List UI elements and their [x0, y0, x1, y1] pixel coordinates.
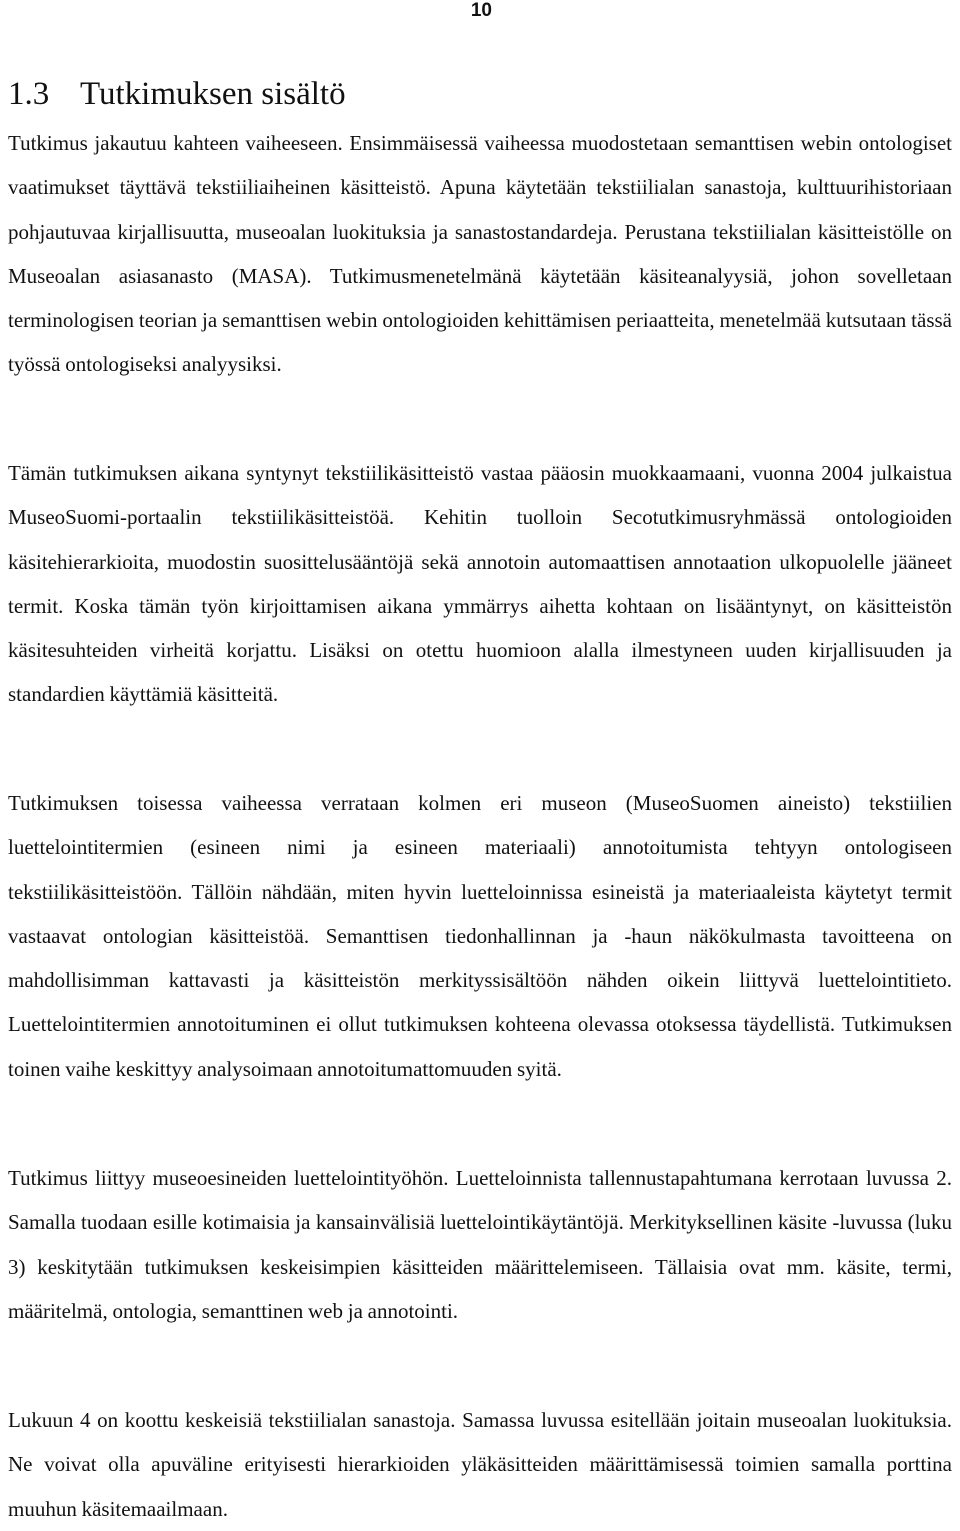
paragraph-textile-concepts: Tämän tutkimuksen aikana syntynyt tekstiilikäsitteistö vastaa pääosin muokkaamaani, vuonna 2004 julkaistua MuseoSuomi-portaalin tekstiilikäsitteistöä. Kehitin tuolloin Secotutkimusryhmässä ontologioiden käsitehierarkioita, muodostin suosittelusääntöjä sekä annotoin automaattisen annotaation ulkopuolelle jääneet termit. Koska tämän työn kirjoittamisen aikana ymmärrys aihetta kohtaan on lisääntynyt, on käsitteistön käsitesuhteiden virheitä korjattu. Lisäksi on otettu huomioon alalla ilmestyneen uuden kirjallisuuden ja standardien käyttämiä käsitteitä.	[8, 461, 952, 707]
page-number: 10	[470, 0, 492, 21]
section-heading	[8, 72, 346, 116]
section-number: 1.3	[8, 76, 50, 112]
section-title: Tutkimuksen sisältö	[80, 76, 346, 112]
paragraph-research-phases: Tutkimus jakautuu kahteen vaiheeseen. Ensimmäisessä vaiheessa muodostetaan semanttisen webin ontologiset vaatimukset täyttävä tekstiiliaiheinen käsitteistö. Apuna käytetään tekstiilialan sanastoja, kulttuurihistoriaan pohjautuvaa kirjallisuutta, museoalan luokituksia ja sanastostandardeja. Perustana tekstiilialan käsitteistölle on Museoalan asiasanasto (MASA). Tutkimusmenetelmänä käytetään käsiteanalyysiä, johon sovelletaan terminologisen teorian ja semanttisen webin ontologioiden kehittämisen periaatteita, menetelmää kutsutaan tässä työssä ontologiseksi analyysiksi.	[8, 131, 952, 377]
paragraph-cataloguing: Tutkimus liittyy museoesineiden luettelointityöhön. Luetteloinnista tallennustapahtumana kerrotaan luvussa 2. Samalla tuodaan esille kotimaisia ja kansainvälisiä luettelointikäytäntöjä. Merkityksellinen käsite -luvussa (luku 3) keskitytään tutkimuksen keskeisimpien käsitteiden määrittelemiseen. Tällaisia ovat mm. käsite, termi, määritelmä, ontologia, semanttinen web ja annotointi.	[8, 1166, 952, 1323]
paragraph-chapter-four: Lukuun 4 on koottu keskeisiä tekstiilialan sanastoja. Samassa luvussa esitellään joitain museoalan luokituksia. Ne voivat olla apuväline erityisesti hierarkioiden yläkäsitteiden määrittämisessä toimien samalla porttina muuhun käsitemaailmaan.	[8, 1408, 952, 1521]
paragraph-second-phase: Tutkimuksen toisessa vaiheessa verrataan kolmen eri museon (MuseoSuomen aineisto) tekstiilien luettelointitermien (esineen nimi ja esineen materiaali) annotoitumista tehtyyn ontologiseen tekstiilikäsitteistöön. Tällöin nähdään, miten hyvin luetteloinnissa esineistä ja materiaaleista käytetyt termit vastaavat ontologian käsitteistöä. Semanttisen tiedonhallinnan ja -haun näkökulmasta tavoitteena on mahdollisimman kattavasti ja käsitteistön merkityssisältöön nähden oikein liittyvä luettelointitieto. Luettelointitermien annotoituminen ei ollut tutkimuksen kohteena olevassa otoksessa täydellistä. Tutkimuksen toinen vaihe keskittyy analysoimaan annotoitumattomuuden syitä.	[8, 791, 952, 1081]
